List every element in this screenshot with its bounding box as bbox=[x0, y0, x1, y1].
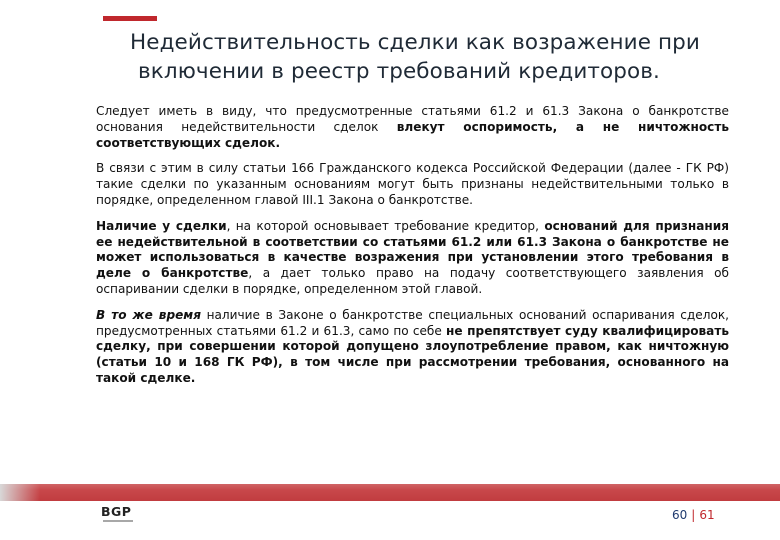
title-accent-bar bbox=[103, 16, 157, 21]
body-paragraph bbox=[96, 104, 729, 151]
page-number bbox=[672, 508, 715, 522]
logo-tagline-mark bbox=[103, 520, 133, 522]
body-paragraph bbox=[96, 161, 729, 208]
emphasized-text: оснований для признания ее недействительной в соответствии со статьями 61.2 или 61.3 Закона о банкротстве не может использоваться в качестве возражения при установлении этого требования в деле о банкротстве bbox=[96, 218, 730, 281]
slide-title-line1: Недействительность сделки как возражение при bbox=[130, 30, 700, 55]
emphasized-text: Наличие у сделки bbox=[96, 218, 227, 233]
slide-body bbox=[96, 104, 729, 397]
emphasized-text: В то же время bbox=[96, 307, 201, 322]
body-text: В связи с этим в силу статьи 166 Гражданского кодекса Российской Федерации (далее - ГК РФ) такие сделки по указанным основаниям могут быть признаны недействительными только в порядке, определенном главой III.1 Закона о банкротстве. bbox=[96, 161, 729, 207]
body-paragraph bbox=[96, 219, 729, 298]
slide-title bbox=[130, 28, 770, 86]
footer-bar bbox=[0, 484, 780, 501]
page-current: 60 bbox=[672, 508, 688, 522]
page-separator: | bbox=[691, 508, 696, 522]
body-text: , а дает только право на подачу соответствующего заявления об оспаривании сделки в порядке, определенном этой главой. bbox=[96, 266, 729, 296]
emphasized-text: влекут оспоримость, а не ничтожность соответствующих сделок. bbox=[96, 119, 729, 150]
emphasized-text: не препятствует суду квалифицировать сделку, при совершении которой допущено злоупотребление правом, как ничтожную (статьи 10 и 168 ГК РФ), в том числе при рассмотрении требования, основанного на такой сделке. bbox=[96, 323, 730, 385]
page-total: 61 bbox=[699, 508, 715, 522]
body-text: Следует иметь в виду, что предусмотренные статьями 61.2 и 61.3 Закона о банкротстве основания недействительности сделок bbox=[96, 104, 729, 134]
body-text: , на которой основывает требование кредитор, bbox=[226, 218, 545, 233]
body-paragraph bbox=[96, 308, 729, 387]
slide-title-line2: включении в реестр требований кредиторов. bbox=[138, 59, 660, 84]
bgp-logo: BGP bbox=[101, 504, 132, 519]
body-text: наличие в Законе о банкротстве специальных оснований оспаривания сделок, предусмотренных статьями 61.2 и 61.3, само по себе bbox=[96, 307, 729, 338]
